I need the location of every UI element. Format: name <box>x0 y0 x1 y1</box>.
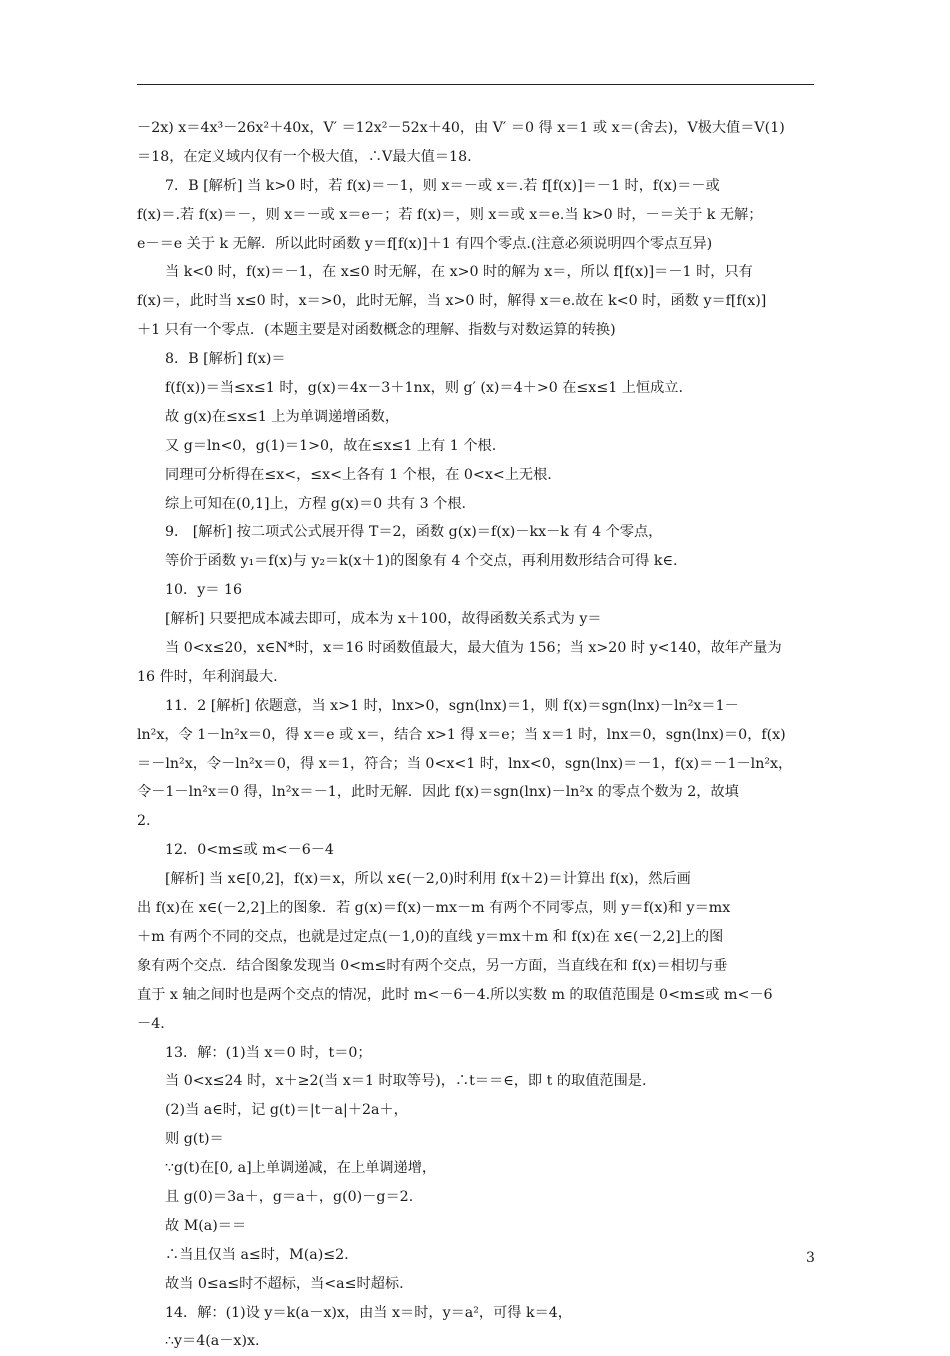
text-line: 直于 x 轴之间时也是两个交点的情况，此时 m<－6－4.所以实数 m 的取值范围是 0<m≤或 m<－6 <box>137 986 773 1003</box>
text-line: 出 f(x)在 x∈(－2,2]上的图象．若 g(x)＝f(x)－mx－m 有两个不同零点，则 y＝f(x)和 y＝mx <box>137 900 731 917</box>
text-line: 同理可分析得在≤x<，≤x<上各有 1 个根，在 0<x<上无根. <box>165 466 552 483</box>
text-line: 等价于函数 y₁＝f(x)与 y₂＝k(x＋1)的图象有 4 个交点，再利用数形结合可得 k∈. <box>165 553 678 570</box>
text-line: f(f(x))＝当≤x≤1 时，g(x)＝4x－3＋1nx，则 g′ (x)＝4＋>0 在≤x≤1 上恒成立. <box>165 380 683 397</box>
text-line: 16 件时，年利润最大. <box>137 668 278 685</box>
text-line: ＋m 有两个不同的交点，也就是过定点(－1,0)的直线 y＝mx＋m 和 f(x)在 x∈(－2,2]上的图 <box>137 928 724 945</box>
text-line: [解析] 只要把成本减去即可，成本为 x＋100，故得函数关系式为 y＝ <box>165 611 602 628</box>
text-line: 且 g(0)＝3a＋，g＝a＋，g(0)－g＝2. <box>165 1188 414 1205</box>
text-line: 当 k<0 时，f(x)＝－1，在 x≤0 时无解，在 x>0 时的解为 x＝，所以 f[f(x)]＝－1 时，只有 <box>165 264 753 281</box>
page-number: 3 <box>806 1250 815 1266</box>
text-line: 11．2 [解析] 依题意，当 x>1 时，lnx>0，sgn(lnx)＝1，则 f(x)＝sgn(lnx)－ln²x＝1－ <box>165 697 739 714</box>
text-line: 故当 0≤a≤时不超标，当<a≤时超标. <box>165 1275 404 1292</box>
text-line: e－＝e 关于 k 无解．所以此时函数 y＝f[f(x)]＋1 有四个零点.(注意必须说明四个零点互异) <box>137 235 713 252</box>
text-line: ＝18，在定义域内仅有一个极大值，∴V最大值＝18. <box>137 148 472 165</box>
text-line: ∴y＝4(a－x)x. <box>165 1333 260 1350</box>
text-line: 14．解：(1)设 y＝k(a－x)x，由当 x＝时，y＝a²，可得 k＝4， <box>165 1304 572 1321</box>
text-line: 13．解：(1)当 x＝0 时，t＝0； <box>165 1044 372 1061</box>
text-line: －2x) x＝4x³－26x²＋40x，V′ ＝12x²－52x＋40，由 V′ ＝0 得 x＝1 或 x＝(舍去)，V极大值＝V(1) <box>137 120 785 136</box>
text-line: 当 0<x≤24 时，x＋≥2(当 x＝1 时取等号)，∴t＝＝∈，即 t 的取值范围是. <box>165 1073 647 1090</box>
text-line: 综上可知在(0,1]上，方程 g(x)＝0 共有 3 个根. <box>165 495 467 512</box>
text-line: 7．B [解析] 当 k>0 时，若 f(x)＝－1，则 x＝－或 x＝.若 f[f(x)]＝－1 时，f(x)＝－或 <box>165 177 720 194</box>
text-line: f(x)＝，此时当 x≤0 时，x＝>0，此时无解，当 x>0 时，解得 x＝e.故在 k<0 时，函数 y＝f[f(x)] <box>137 293 767 310</box>
document-body <box>137 114 814 1356</box>
text-line: 又 g＝ln<0，g(1)＝1>0，故在≤x≤1 上有 1 个根. <box>165 437 497 454</box>
text-line: －4. <box>137 1015 165 1032</box>
text-line: 象有两个交点．结合图象发现当 0<m≤时有两个交点，另一方面，当直线在和 f(x)＝相切与垂 <box>137 957 728 974</box>
text-line: ＋1 只有一个零点．(本题主要是对函数概念的理解、指数与对数运算的转换) <box>137 322 616 339</box>
text-line: 令－1－ln²x＝0 得，ln²x＝－1，此时无解．因此 f(x)＝sgn(lnx)－ln²x 的零点个数为 2，故填 <box>137 784 739 801</box>
text-line: ∴当且仅当 a≤时，M(a)≤2. <box>165 1246 349 1263</box>
header-rule <box>137 84 814 85</box>
text-line: 10．y＝ 16 <box>165 582 243 599</box>
text-line: 则 g(t)＝ <box>165 1131 224 1148</box>
text-line: ＝－ln²x，令－ln²x＝0，得 x＝1，符合；当 0<x<1 时，lnx<0，sgn(lnx)＝－1，f(x)＝－1－ln²x， <box>137 755 793 772</box>
text-line: 当 0<x≤20，x∈N*时，x＝16 时函数值最大，最大值为 156；当 x>20 时 y<140，故年产量为 <box>165 640 782 657</box>
text-line: 8．B [解析] f(x)＝ <box>165 351 286 368</box>
text-line: ∵g(t)在[0, a]上单调递减，在上单调递增， <box>165 1160 437 1177</box>
text-line: (2)当 a∈时，记 g(t)＝|t－a|＋2a＋， <box>165 1102 408 1119</box>
text-line: 9． [解析] 按二项式公式展开得 T＝2，函数 g(x)＝f(x)－kx－k 有 4 个零点， <box>165 524 663 541</box>
text-line: 故 g(x)在≤x≤1 上为单调递增函数， <box>165 408 400 425</box>
text-line: f(x)＝.若 f(x)＝－，则 x＝－或 x＝e－；若 f(x)＝，则 x＝或 x＝e.当 k>0 时，－＝关于 k 无解； <box>137 206 763 223</box>
text-line: [解析] 当 x∈[0,2]，f(x)＝x，所以 x∈(－2,0)时利用 f(x＋2)＝计算出 f(x)，然后画 <box>165 871 691 888</box>
text-line: ln²x，令 1－ln²x＝0，得 x＝e 或 x＝，结合 x>1 得 x＝e；当 x＝1 时，lnx＝0，sgn(lnx)＝0，f(x) <box>137 726 786 743</box>
text-line: 故 M(a)＝＝ <box>165 1217 247 1234</box>
text-line: 12．0<m≤或 m<－6－4 <box>165 842 334 859</box>
text-line: 2. <box>137 813 151 830</box>
